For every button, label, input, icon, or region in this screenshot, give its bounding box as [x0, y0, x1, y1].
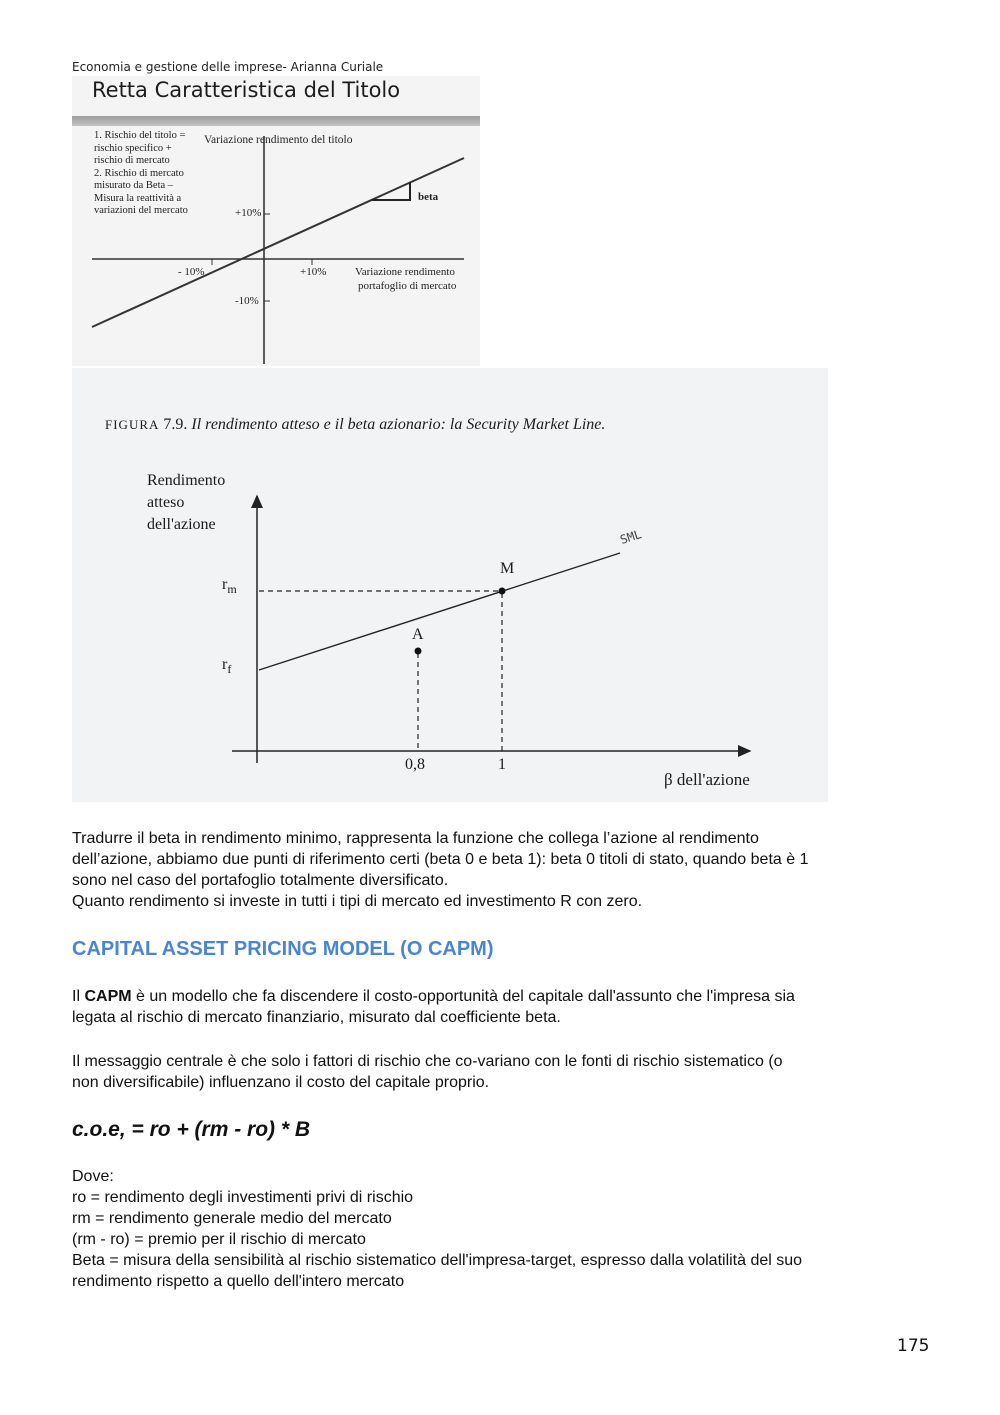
definition-line: rendimento rispetto a quello dell'intero mercato: [72, 1273, 405, 1290]
paragraph-line: legata al rischio di mercato finanziario, misurato dal coefficiente beta.: [72, 1009, 561, 1026]
note-line: rischio specifico +: [94, 142, 172, 154]
point-m: [499, 588, 506, 595]
sml-line: [259, 553, 620, 670]
caption-text: Il rendimento atteso e il beta azionario: la Security Market Line.: [191, 416, 606, 433]
capm-paragraph: [72, 986, 932, 1028]
paragraph-line: non diversificabile) influenzano il costo del capitale proprio.: [72, 1074, 490, 1091]
tick-label-y-plus: +10%: [235, 207, 262, 219]
note-line: Misura la reattività a: [94, 192, 182, 204]
tick-label-08: 0,8: [405, 756, 425, 773]
point-a-label: A: [412, 626, 424, 643]
point-m-label: M: [500, 560, 515, 577]
rf-subscript: f: [227, 662, 232, 677]
tick-label-1: 1: [498, 756, 506, 773]
section-heading: CAPITAL ASSET PRICING MODEL (O CAPM): [72, 938, 494, 960]
note-line: misurato da Beta –: [94, 180, 174, 191]
figure1-title: Retta Caratteristica del Titolo: [92, 78, 401, 102]
figure2-plot: [72, 368, 828, 802]
paragraph-line: [72, 986, 932, 1007]
rm-label: [222, 576, 237, 597]
page-number: 175: [897, 1336, 930, 1356]
x-axis-label-line2: portafoglio di mercato: [358, 280, 457, 292]
note-line: rischio di mercato: [94, 155, 170, 166]
page-header: Economia e gestione delle imprese- Arianna Curiale: [72, 60, 384, 74]
beta-label: beta: [418, 191, 439, 203]
intro-paragraph: [72, 828, 932, 912]
paragraph-line: Il messaggio centrale è che solo i fattori di rischio che co-variano con le fonti di rischio sistematico (o: [72, 1053, 783, 1070]
paragraph-line: dell’azione, abbiamo due punti di riferimento certi (beta 0 e beta 1): beta 0 titoli di stato, quando beta è 1: [72, 851, 809, 868]
paragraph-line: Tradurre il beta in rendimento minimo, rappresenta la funzione che collega l’azione al rendimento: [72, 830, 759, 847]
characteristic-line-figure: [72, 76, 480, 366]
note-line: 2. Rischio di mercato: [94, 167, 184, 179]
tick-label-x-plus: +10%: [300, 266, 327, 278]
rf-label: [222, 656, 231, 677]
characteristic-line: [92, 158, 464, 327]
coe-formula: c.o.e, = ro + (rm - ro) * B: [72, 1118, 311, 1141]
security-market-line-figure: [72, 368, 828, 802]
central-message-paragraph: [72, 1051, 932, 1093]
y-label-line3: dell'azione: [147, 516, 216, 533]
y-axis-label: Variazione rendimento del titolo: [204, 134, 353, 146]
capm-bold: CAPM: [84, 988, 132, 1005]
tick-label-y-minus: -10%: [235, 295, 259, 307]
sml-handwritten-label: SML: [618, 526, 644, 548]
text-run: Il: [72, 988, 85, 1005]
rm-letter: r: [222, 576, 228, 593]
point-a: [415, 648, 422, 655]
y-label-line2: atteso: [147, 494, 185, 511]
x-axis-label-line1: Variazione rendimento: [355, 266, 455, 278]
y-label-line1: Rendimento: [147, 472, 226, 489]
definition-line: rm = rendimento generale medio del mercato: [72, 1210, 392, 1227]
text-run: è un modello che fa discendere il costo-opportunità del capitale dall'assunto che l'impresa sia: [131, 988, 795, 1005]
tick-label-x-minus: - 10%: [178, 266, 205, 278]
note-line: 1. Rischio del titolo =: [94, 130, 186, 141]
rm-subscript: m: [227, 582, 237, 597]
definition-line: Dove:: [72, 1168, 114, 1185]
x-axis-label: β dell'azione: [664, 770, 750, 789]
definitions-list: [72, 1166, 932, 1292]
paragraph-line: sono nel caso del portafoglio totalmente diversificato.: [72, 872, 449, 889]
paragraph-line: Quanto rendimento si investe in tutti i tipi di mercato ed investimento R con zero.: [72, 893, 643, 910]
caption-prefix: FIGURA: [105, 417, 160, 432]
rf-letter: r: [222, 656, 228, 673]
definition-line: ro = rendimento degli investimenti privi di rischio: [72, 1189, 414, 1206]
definition-line: Beta = misura della sensibilità al rischio sistematico dell'impresa-target, espresso dalla volatilità del suo: [72, 1252, 803, 1269]
caption-number: 7.9.: [163, 416, 188, 433]
figure1-plot: [72, 76, 480, 366]
note-line: variazioni del mercato: [94, 205, 188, 216]
definition-line: (rm - ro) = premio per il rischio di mercato: [72, 1231, 366, 1248]
